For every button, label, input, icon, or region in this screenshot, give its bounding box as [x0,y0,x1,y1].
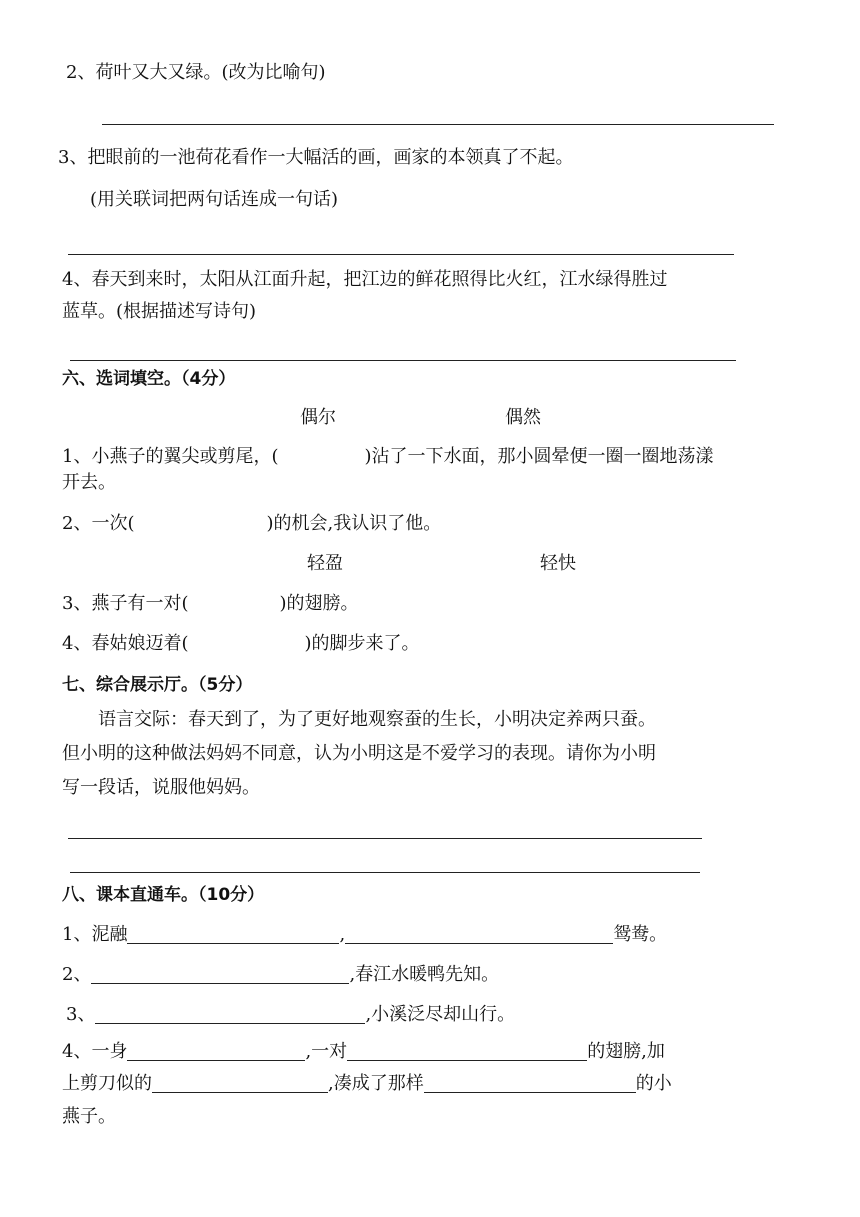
question-text: ,凑成了那样 [328,1073,424,1094]
question-text: ,一对 [305,1041,348,1062]
question-text: ,春江水暖鸭先知。 [349,964,500,985]
question-text: 上剪刀似的 [62,1073,152,1094]
word-option: 偶然 [505,407,541,428]
question-5-2: 2、荷叶又大又绿。(改为比喻句) [66,62,326,83]
paragraph-line: 但小明的这种做法妈妈不同意，认为小明这是不爱学习的表现。请你为小明 [62,743,656,764]
fill-blank[interactable] [127,923,339,944]
section-heading-8: 八、课本直通车。（10分） [62,885,265,905]
paragraph-line: 写一段话，说服他妈妈。 [62,777,260,798]
question-5-3-line1: 3、把眼前的一池荷花看作一大幅活的画，画家的本领真了不起。 [58,147,574,168]
fill-blank[interactable] [127,1040,305,1061]
question-text: )沾了一下水面，那小圆晕便一圈一圈地荡漾 [364,446,714,467]
question-8-4-line1 [62,1039,665,1065]
question-8-3 [66,1002,515,1028]
question-5-4-line1: 4、春天到来时，太阳从江面升起，把江边的鲜花照得比火红，江水绿得胜过 [62,269,668,290]
paragraph-line: 语言交际：春天到了，为了更好地观察蚕的生长，小明决定养两只蚕。 [98,709,656,730]
question-text: 3、燕子有一对( [62,593,189,614]
question-text: )的翅膀。 [279,593,359,614]
fill-blank[interactable] [152,1072,328,1093]
fill-blank[interactable] [345,923,613,944]
answer-line[interactable] [68,838,702,839]
section-heading-7: 七、综合展示厅。（5分） [62,675,253,695]
question-text: 1、小燕子的翼尖或剪尾，( [62,446,279,467]
question-6-3 [62,591,359,617]
question-text: 1、泥融 [62,924,128,945]
question-text: , [339,924,346,945]
answer-line[interactable] [68,254,734,255]
question-6-1 [62,444,714,470]
question-text: ,小溪泛尽却山行。 [365,1004,516,1025]
fill-blank[interactable] [91,963,349,984]
question-text: 4、春姑娘迈着( [62,633,189,654]
question-6-1-line2: 开去。 [62,472,116,493]
question-text: 4、一身 [62,1041,128,1062]
question-5-3-line2: (用关联词把两句话连成一句话) [90,189,339,210]
question-text: 的翅膀,加 [587,1041,665,1062]
question-8-4-line2 [62,1071,672,1097]
fill-blank[interactable] [347,1040,587,1061]
question-8-4-line3: 燕子。 [62,1106,116,1127]
word-option: 轻快 [540,553,576,574]
answer-line[interactable] [102,124,774,125]
question-text: )的机会,我认识了他。 [266,513,442,534]
section-heading-6: 六、选词填空。（4分） [62,369,236,389]
fill-blank[interactable] [424,1072,636,1093]
answer-line[interactable] [70,360,736,361]
question-text: 鸳鸯。 [613,924,668,945]
question-text: )的脚步来了。 [304,633,420,654]
question-6-2 [62,511,441,537]
question-8-1 [62,922,667,948]
fill-blank[interactable] [95,1003,365,1024]
question-text: 2、 [62,964,92,985]
word-option: 偶尔 [300,407,336,428]
question-text: 2、一次( [62,513,135,534]
question-6-4 [62,631,420,657]
question-8-2 [62,962,499,988]
question-text: 的小 [635,1073,672,1094]
answer-line[interactable] [70,872,700,873]
word-option: 轻盈 [307,553,343,574]
question-text: 3、 [66,1004,96,1025]
question-5-4-line2: 蓝草。(根据描述写诗句) [62,301,257,322]
